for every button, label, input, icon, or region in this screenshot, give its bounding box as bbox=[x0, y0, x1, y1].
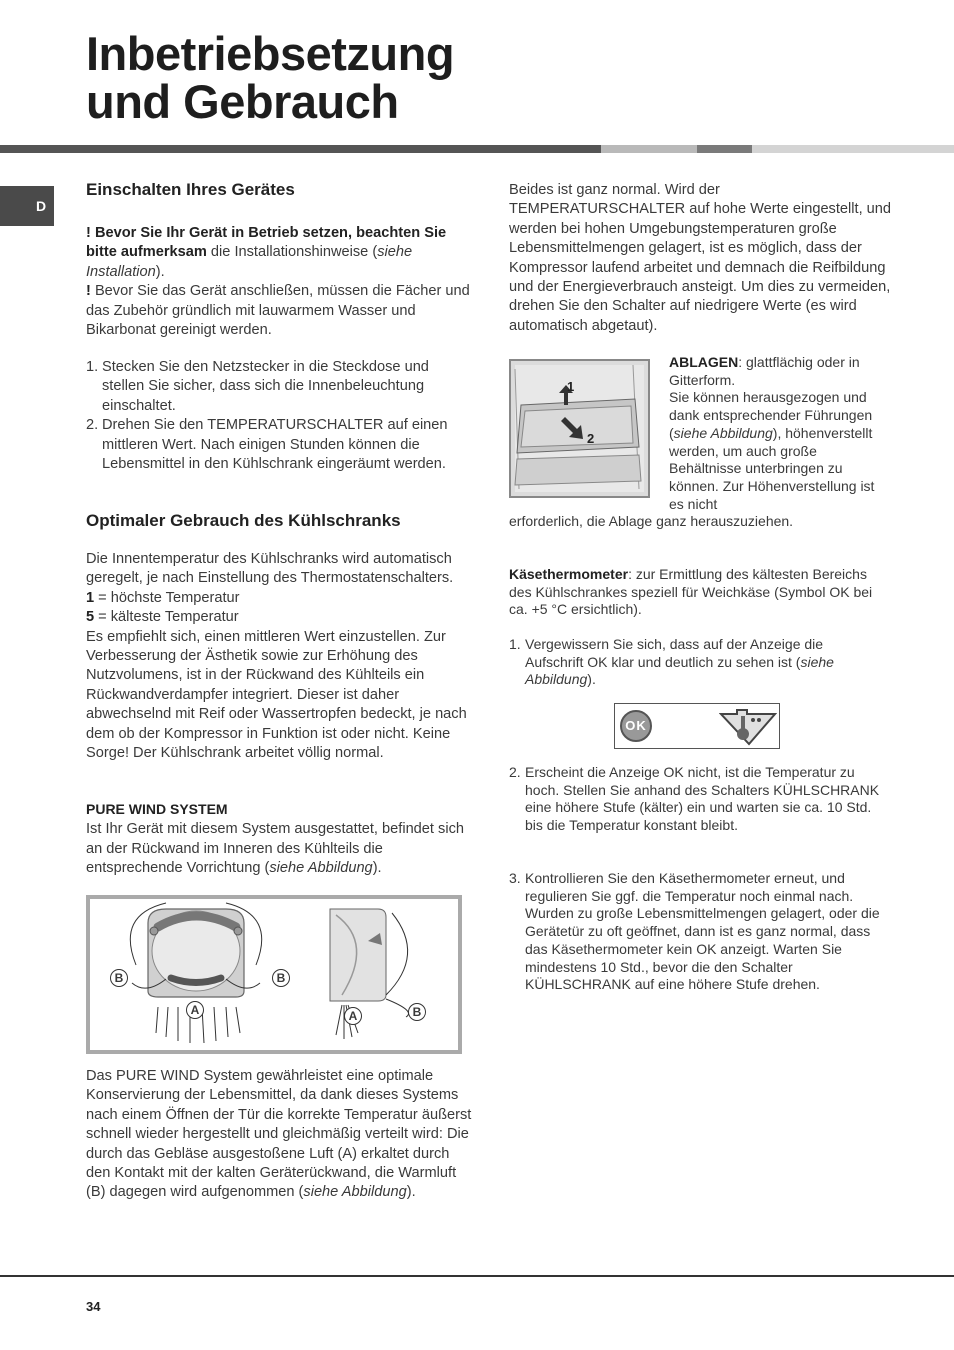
shelf-step-1: 1 bbox=[567, 379, 575, 394]
label-b-left: B bbox=[110, 969, 128, 987]
compressor-note: Beides ist ganz normal. Wird der TEMPERATURSCHALTER auf hohe Werte eingestellt, und werden bei hohen Umgebungstemperaturen große Lebensmittelmengen gelagert, ist es möglich, dass der Kompressor laufend arbeitet und demnach die Reifbildung und der Energieverbrauch ansteigt. Um dies zu vermeiden, drehen Sie den Schalter auf niedrigere Werte (es wird automatisch abgetaut). bbox=[509, 182, 892, 334]
shelf-diagram bbox=[509, 359, 650, 498]
shelves-text-end: erforderlich, die Ablage ganz herauszuziehen. bbox=[509, 513, 794, 529]
optimal-use-text: Die Innentemperatur des Kühlschranks wird automatisch geregelt, je nach Einstellung des Thermostatenschalters. 1 = höchste Temperatur 5 = kälteste Temperatur Es empfiehlt sich, einen mittleren Wert einzustellen. Zur Verbesserung der Ästhetik sowie zur Erhöhung des Nutzvolumens, ist in der Rückwand des Kühlteils ein Rückwandverdampfer integriert. Dieser ist daher abwechselnd mit Reif oder Wassertropfen bedeckt, je nach dem ob der Kompressor in Funktion ist oder nicht. Keine Sorge! Der Kühlschrank arbeitet völlig normal. bbox=[86, 551, 467, 762]
ok-thermometer-figure bbox=[614, 703, 780, 749]
cheese-step-1 bbox=[509, 636, 884, 689]
label-a-front: A bbox=[186, 1001, 204, 1019]
pure-wind-description: Das PURE WIND System gewährleistet eine optimale Konservierung der Lebensmittel, da dank dieses Systems nach einem Öffnen der Tür die korrekte Temperatur äußerst schnell wieder hergestellt und gleichmäßig verteilt wird: Die durch das Gebläse ausgestoßene Luft (A) erkaltet durch den Kontakt mit der kalten Geräterückwand, die Warmluft (B) dagegen wird aufgenommen (siehe Abbildung). bbox=[86, 1068, 472, 1201]
list-item: 2. Erscheint die Anzeige OK nicht, ist die Temperatur zu hoch. Stellen Sie anhand des Schalters KÜHLSCHRANK eine höhere Stufe (kälter) ein und warten sie ca. 10 Std. bis die Temperatur konstant bleibt. bbox=[509, 764, 880, 834]
pure-wind-text: PURE WIND SYSTEM Ist Ihr Gerät mit diesem System ausgestattet, befindet sich an der Rückwand im Inneren des Kühlteils die entsprechende Vorrichtung (siehe Abbildung). bbox=[86, 801, 464, 877]
list-item: 3. Kontrollieren Sie den Käsethermometer erneut, und regulieren Sie ggf. die Temperatur noch einmal nach. Wurden zu große Lebensmittelmengen gelagert, oder die Gerätetür zu oft geöffnet, dann ist es ganz normal, dass das Käsethermometer kein OK anzeigt. Warten Sie mindestens 10 Std., bevor die den Schalter KÜHLSCHRANK auf eine höhere Stufe drehen. bbox=[509, 870, 880, 993]
label-a-side: A bbox=[344, 1007, 362, 1025]
shelf-step-2: 2 bbox=[587, 431, 595, 446]
title-line-2: und Gebrauch bbox=[86, 75, 399, 128]
pure-wind-heading: PURE WIND SYSTEM bbox=[86, 801, 228, 817]
cheese-step-2 bbox=[509, 764, 884, 835]
cheese-step-3 bbox=[509, 870, 884, 994]
ok-symbol: OK bbox=[620, 710, 652, 742]
cheese-thermometer-text: Käsethermometer: zur Ermittlung des kältesten Bereichs des Kühlschrankes speziell für Weichkäse (Symbol OK bei ca. +5 °C ersichtlich). bbox=[509, 566, 873, 618]
language-tab: D bbox=[0, 186, 54, 226]
pure-wind-figure bbox=[86, 895, 462, 1054]
shelves-text: ABLAGEN: glattflächig oder in Gitterform. Sie können herausgezogen und dank entsprechender Führungen (siehe Abbildung), höhenverstellt werden, um auch große Behältnisse unterbringen zu können. Zur Höhenverstellung ist es nicht bbox=[669, 354, 875, 512]
section-heading-optimal-use: Optimaler Gebrauch des Kühlschranks bbox=[86, 511, 401, 530]
label-b-right: B bbox=[272, 969, 290, 987]
title-line-1: Inbetriebsetzung bbox=[86, 27, 455, 80]
label-b-side: B bbox=[408, 1003, 426, 1021]
page-title bbox=[86, 27, 455, 128]
header-rule bbox=[0, 145, 954, 153]
list-item: 2. Drehen Sie den TEMPERATURSCHALTER auf einen mittleren Wert. Nach einigen Stunden können die Lebensmittel in den Kühlschrank eingeräumt werden. bbox=[86, 417, 448, 473]
page-number: 34 bbox=[86, 1299, 101, 1314]
warning-installation: ! Bevor Sie Ihr Gerät in Betrieb setzen, beachten Sie bitte aufmerksam die Installationshinweise (siehe Installation). ! Bevor Sie das Gerät anschließen, müssen die Fächer und das Zubehör gründlich mit lauwarmem Wasser und Bikarbonat gereinigt werden. bbox=[86, 225, 470, 339]
list-item: 1. Vergewissern Sie sich, dass auf der Anzeige die Aufschrift OK klar und deutlich zu sehen ist (siehe Abbildung). bbox=[509, 636, 834, 688]
cheese-icon bbox=[719, 708, 777, 746]
shelf-figure bbox=[509, 359, 650, 498]
switch-on-steps bbox=[86, 358, 471, 474]
footer-rule bbox=[0, 1275, 954, 1277]
section-heading-switch-on: Einschalten Ihres Gerätes bbox=[86, 180, 295, 199]
list-item: 1. Stecken Sie den Netzstecker in die Steckdose und stellen Sie sicher, dass sich die Innenbeleuchtung einschaltet. bbox=[86, 359, 429, 414]
